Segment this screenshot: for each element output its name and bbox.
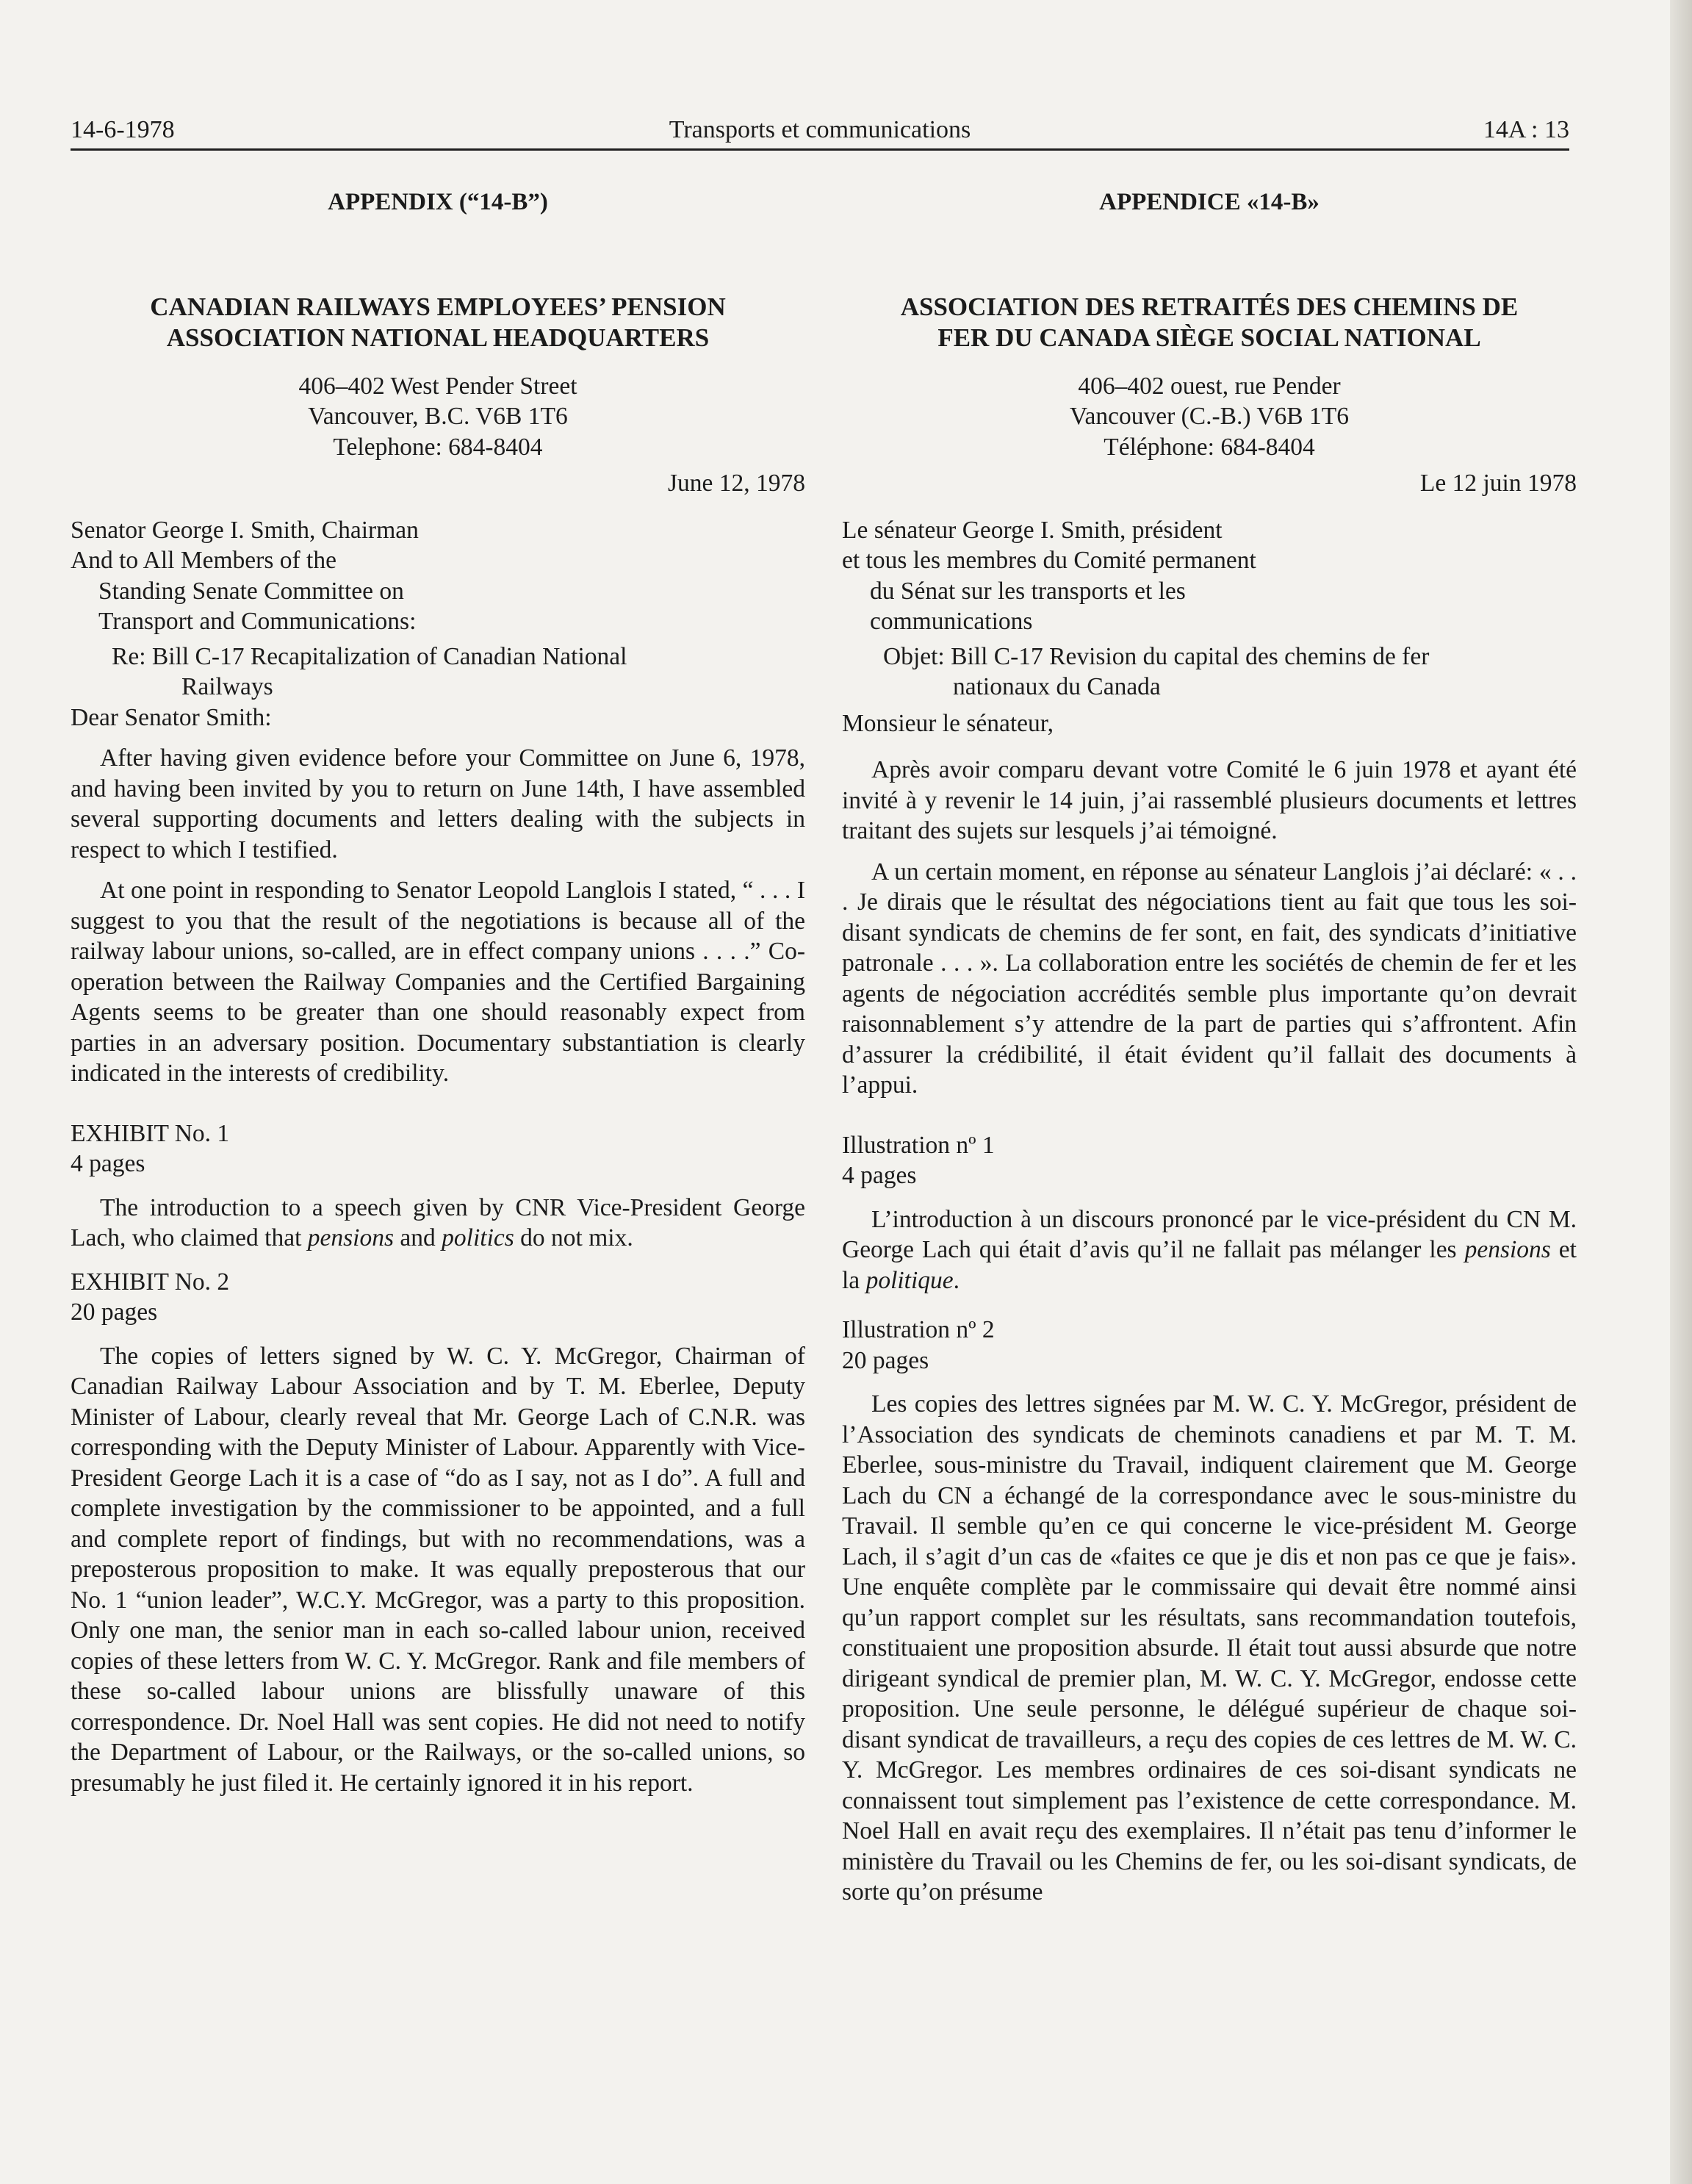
subject-line-2: Railways: [181, 673, 273, 700]
header-page-number: 14A : 13: [1483, 116, 1569, 143]
exhibit-1-description: [71, 1193, 805, 1254]
header-title: Transports et communications: [669, 116, 971, 143]
french-column: [842, 187, 1577, 1908]
spacer: [71, 1089, 805, 1118]
header-date: 14-6-1978: [71, 116, 175, 143]
organization-line-1: CANADIAN RAILWAYS EMPLOYEES’ PENSION: [150, 292, 726, 321]
exhibit-1-text-a: The introduction to a speech given by CNR Vice-President George Lach, who claimed that: [71, 1193, 805, 1251]
illustration-1-pages: 4 pages: [842, 1162, 917, 1189]
paragraphe-1: Après avoir comparu devant votre Comité le 6 juin 1978 et ayant été invité à y revenir le 14 juin, j’ai rassemblé plusieurs documents et lettres traitant des sujets sur lesquels j’ai témoigné.: [842, 756, 1577, 844]
address-street: 406–402 West Pender Street: [298, 372, 577, 400]
adresse-rue: 406–402 ouest, rue Pender: [1078, 372, 1341, 400]
paragraph-1: After having given evidence before your Committee on June 6, 1978, and having been invited by you to return on June 14th, I have assembled several supporting documents and letters dealing with the subjects in respect to which I testified.: [71, 744, 805, 863]
formule-appel: Monsieur le sénateur,: [842, 709, 1054, 737]
salutation: Dear Senator Smith:: [71, 703, 272, 731]
page-edge: [1670, 0, 1692, 2184]
objet-line-1: Objet: Bill C-17 Revision du capital des chemins de fer: [883, 642, 1430, 670]
lettre-date: Le 12 juin 1978: [1419, 470, 1577, 497]
illustration-1-text-b: et la: [842, 1236, 1577, 1294]
organization-line-2: ASSOCIATION NATIONAL HEADQUARTERS: [166, 323, 710, 352]
illustration-1-title: Illustration nº 1: [842, 1131, 995, 1159]
exhibit-1-text-c: do not mix.: [514, 1224, 633, 1251]
organization-heading: [71, 292, 805, 353]
organisation-line-1: ASSOCIATION DES RETRAITÉS DES CHEMINS DE: [900, 292, 1519, 321]
letter-date: June 12, 1978: [667, 470, 805, 497]
english-column: [71, 187, 805, 1798]
organisation-line-2: FER DU CANADA SIÈGE SOCIAL NATIONAL: [937, 323, 1481, 352]
spacer: [842, 1296, 1577, 1315]
exhibit-2-pages: 20 pages: [71, 1298, 158, 1326]
destinataire-line-3: du Sénat sur les transports et les: [870, 577, 1186, 605]
spacer: [842, 1101, 1577, 1130]
exhibit-1-emphasis-2: politics: [442, 1224, 514, 1251]
illustration-1-emphasis-2: politique: [865, 1266, 954, 1294]
adresse-ville: Vancouver (C.-B.) V6B 1T6: [1070, 403, 1349, 430]
illustration-2-description: Les copies des lettres signées par M. W. C. Y. McGregor, président de l’Association des syndicats de cheminots canadiens et par M. T. M. Eberlee, sous-ministre du Travail, indiquent clairement que M. George Lach du CN a échangé de la correspondance avec le sous-ministre du Travail. Il semble qu’en ce qui concerne le vice-président M. George Lach, il s’agit d’un cas de «faites ce que je dis et non pas ce que je fais». Une enquête complète par le commissaire qui devait être nommé ainsi qu’un rapport complet sur les résultats, sans recommandation toutefois, constituaient une proposition absurde. Il était tout aussi absurde que notre dirigeant syndical de premier plan, M. W. C. Y. McGregor, endosse cette proposition. Une seule personne, le délégué supérieur de chaque soi-disant syndicat de travailleurs, a reçu des copies de ces lettres de M. W. C. Y. McGregor. Les membres ordinaires de ces soi-disant syndicats ne connaissent tout simplement pas l’existence de cette correspondance. M. Noel Hall en avait reçu des exemplaires. Il n’était pas tenu d’informer le ministère du Travail ou les Chemins de fer, ou les soi-disant syndicats, de sorte qu’on présume: [842, 1390, 1577, 1905]
appendice-heading: APPENDICE «14-B»: [1099, 189, 1320, 215]
objet-line: [842, 642, 1577, 703]
destinataire-line-4: communications: [870, 608, 1033, 635]
appendix-heading: APPENDIX (“14-B”): [328, 189, 548, 215]
exhibit-1-pages: 4 pages: [71, 1150, 145, 1177]
paragraph-2: At one point in responding to Senator Leopold Langlois I stated, “ . . . I suggest to you that the result of the negotiations is because all of the railway labour unions, so-called, are in effect company unions . . . .” Co-operation between the Railway Companies and the Certified Bargaining Agents seems to be greater than one should reasonably expect from parties in an adversary position. Documentary substantiation is clearly indicated in the interests of credibility.: [71, 877, 805, 1087]
objet-line-2: nationaux du Canada: [953, 673, 1161, 700]
illustration-2-title: Illustration nº 2: [842, 1316, 995, 1343]
addressee-line-3: Standing Senate Committee on: [98, 577, 404, 605]
addressee-line-2: And to All Members of the: [71, 547, 336, 574]
exhibit-2-description: The copies of letters signed by W. C. Y. McGregor, Chairman of Canadian Railway Labour Association and by T. M. Eberlee, Deputy Minister of Labour, clearly reveal that Mr. George Lach of C.N.R. was corresponding with the Deputy Minister of Labour. Apparently with Vice-President George Lach it is a case of “do as I say, not as I do”. A full and complete investigation by the commissioner to be appointed, and a full and complete report of findings, but with no recommendations, was a preposterous proposition to make. It was equally preposterous that our No. 1 “union leader”, W.C.Y. McGregor, was a party to this proposition. Only one man, the senior man in each so-called labour union, received copies of these letters from W. C. Y. McGregor. Rank and file members of these so-called labour unions are blissfully unaware of this correspondence. Dr. Noel Hall was sent copies. He did not need to notify the Department of Labour, or the Railways, or the so-called unions, so presumably he just filed it. He certainly ignored it in his report.: [71, 1342, 805, 1797]
exhibit-2-title: EXHIBIT No. 2: [71, 1268, 230, 1296]
running-head: [71, 110, 1569, 151]
exhibit-1-text-b: and: [394, 1224, 442, 1251]
exhibit-1-title: EXHIBIT No. 1: [71, 1119, 230, 1147]
addressee-line-1: Senator George I. Smith, Chairman: [71, 516, 419, 544]
address-city: Vancouver, B.C. V6B 1T6: [308, 403, 568, 430]
subject-line-1: Re: Bill C-17 Recapitalization of Canadian National: [112, 642, 627, 670]
destinataire-line-1: Le sénateur George I. Smith, président: [842, 516, 1223, 544]
adresse-block: [842, 371, 1577, 463]
illustration-1-description: [842, 1204, 1577, 1296]
subject-line: [71, 642, 805, 703]
illustration-1-text-a: L’introduction à un discours prononcé par le vice-président du CN M. George Lach qui était d’avis qu’il ne fallait pas mélanger les: [842, 1205, 1577, 1263]
illustration-1-text-c: .: [953, 1266, 960, 1294]
address-telephone: Telephone: 684-8404: [333, 433, 543, 461]
paragraphe-2: A un certain moment, en réponse au sénateur Langlois j’ai déclaré: « . . . Je dirais que le résultat des négociations tient au fait que tous les soi-disant syndicats de chemins de fer sont, en fait, des syndicats d’initiative patronale . . . ». La collaboration entre les sociétés de chemin de fer et les agents de négociation accrédités semble plus importante qu’on devrait raisonnablement s’y attendre de la part de parties qui s’affrontent. Afin d’assurer la crédibilité, il était évident qu’il fallait des documents à l’appui.: [842, 858, 1577, 1099]
illustration-2-pages: 20 pages: [842, 1346, 929, 1374]
exhibit-1-emphasis-1: pensions: [307, 1224, 395, 1251]
organisation-heading: [842, 292, 1577, 353]
illustration-1-emphasis-1: pensions: [1464, 1236, 1551, 1263]
destinataire-line-2: et tous les membres du Comité permanent: [842, 547, 1256, 574]
addressee-line-4: Transport and Communications:: [98, 608, 417, 635]
address-block: [71, 371, 805, 463]
adresse-telephone: Téléphone: 684-8404: [1104, 433, 1315, 461]
